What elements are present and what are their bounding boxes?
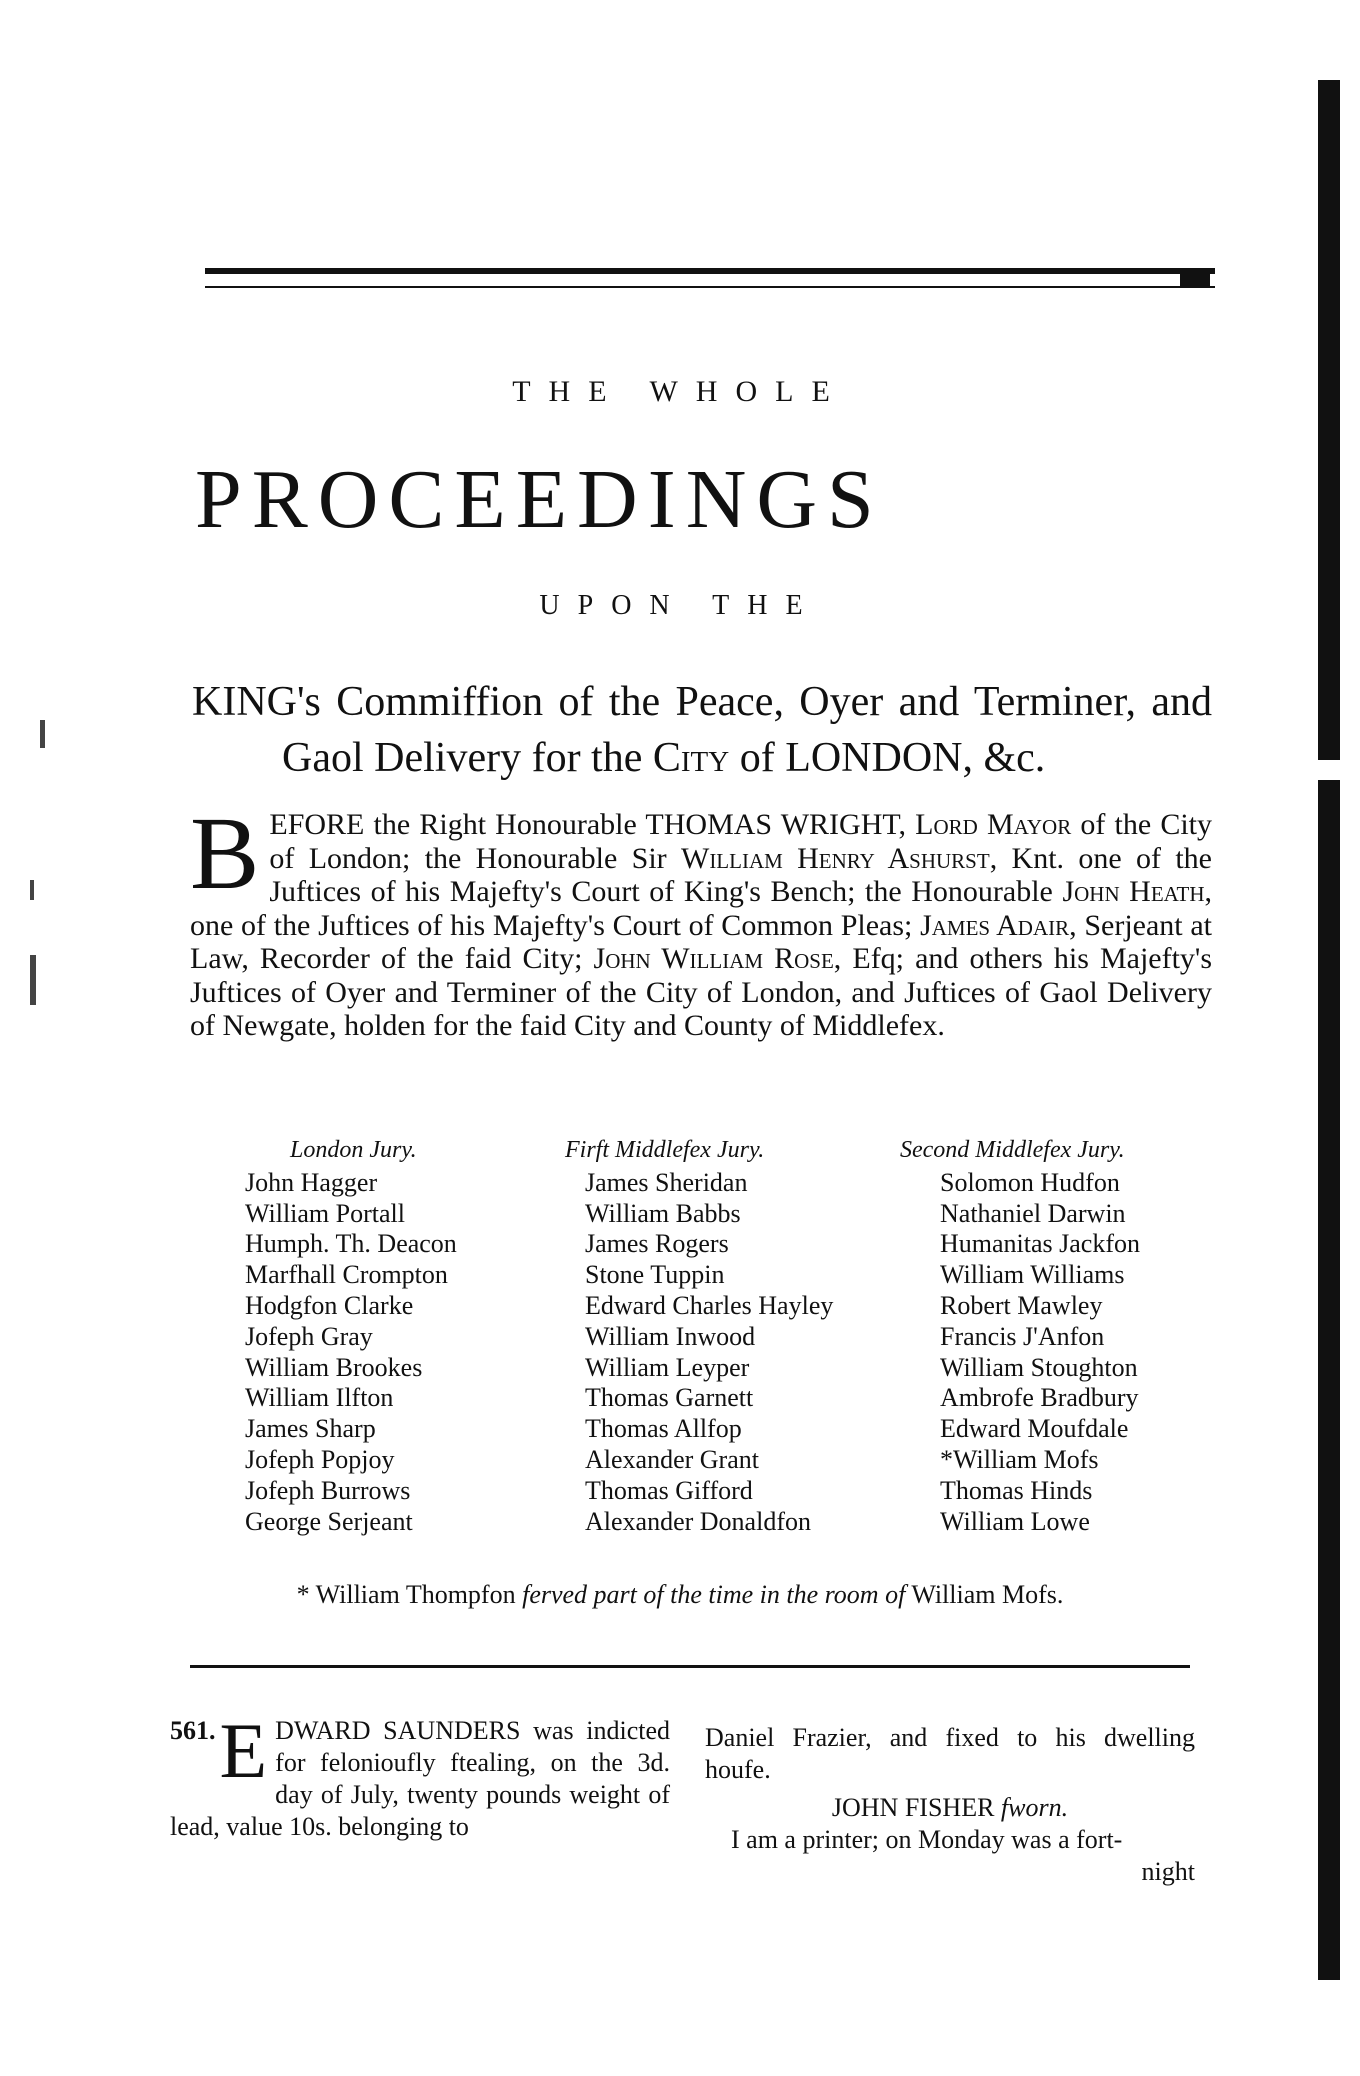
lord-mayor-title: Lord Mayor: [915, 808, 1072, 841]
jury-member-list: [940, 1168, 1140, 1538]
header-rule: [205, 268, 1215, 288]
recorder-name: James Adair: [920, 908, 1070, 942]
trial-left-column: [170, 1707, 671, 1843]
header-rule-ornament: [1180, 268, 1210, 288]
justice-name: John William Rose: [593, 942, 834, 975]
indictment-continuation: Daniel Frazier, and fixed to his dwelling houfe.: [705, 1723, 1195, 1784]
commission-text: of LONDON, &c.: [729, 735, 1046, 781]
jury-footnote: [0, 1580, 1360, 1610]
jury-member: Hodgfon Clarke: [245, 1290, 414, 1320]
jury-member: George Serjeant: [245, 1506, 413, 1536]
jury-member: James Sheridan: [585, 1167, 748, 1197]
trial-right-column: [705, 1722, 1195, 1888]
jury-member: William Lowe: [940, 1506, 1090, 1536]
footnote-italic: ferved part of the time in the room of: [522, 1580, 906, 1609]
jury-member: William Stoughton: [940, 1352, 1138, 1382]
jury-member: James Rogers: [585, 1229, 729, 1259]
jury-member: William Babbs: [585, 1198, 741, 1228]
jury-heading: Second Middlefex Jury.: [900, 1137, 1125, 1163]
jury-member: Thomas Gifford: [585, 1475, 753, 1505]
jury-member: Ambrofe Bradbury: [940, 1383, 1139, 1413]
scan-speck: [30, 880, 34, 900]
title-proceedings: PROCEEDINGS: [195, 453, 884, 546]
jury-member: James Sharp: [245, 1414, 376, 1444]
jury-member: Robert Mawley: [940, 1290, 1103, 1320]
scan-speck: [30, 955, 36, 1005]
jury-member: Alexander Grant: [585, 1444, 759, 1474]
jury-member: Thomas Garnett: [585, 1383, 754, 1413]
jury-member: Alexander Donaldfon: [585, 1506, 811, 1536]
jury-member-list: [245, 1168, 457, 1538]
indictment-text: was indicted for felonioufly ftealing, on the 3d. day of July, twenty pounds weight of lead, value 10s. belonging to: [170, 1716, 671, 1841]
scan-speck: [40, 720, 45, 748]
jury-member: William Portall: [245, 1198, 405, 1228]
footnote-text: * William Thompfon: [296, 1580, 523, 1609]
jury-member: Thomas Allfop: [585, 1414, 742, 1444]
jury-member: Thomas Hinds: [940, 1475, 1093, 1505]
jury-member: Jofeph Gray: [245, 1321, 373, 1351]
jury-member: John Hagger: [245, 1167, 378, 1197]
before-text: , Knt. one of the Juftices of his Majefty's Court of King's Bench; the Honourable: [269, 841, 1212, 908]
jury-member: Edward Moufdale: [940, 1414, 1129, 1444]
commission-line-2: [282, 731, 1045, 785]
jury-member: Jofeph Burrows: [245, 1475, 411, 1505]
jury-member: William Leyper: [585, 1352, 750, 1382]
before-text: , one of the Juftices of his Majefty's Court of Common Pleas;: [190, 875, 1213, 942]
defendant-name: DWARD SAUNDERS: [275, 1716, 521, 1745]
jury-member: Jofeph Popjoy: [245, 1444, 395, 1474]
witness-name: JOHN FISHER: [831, 1793, 995, 1822]
before-paragraph: [190, 796, 1213, 1043]
testimony-text: I am a printer; on Monday was a fort-: [731, 1825, 1123, 1854]
jury-member: Solomon Hudfon: [940, 1167, 1120, 1197]
jury-member-list: [585, 1168, 833, 1538]
justice-name: John Heath: [1062, 875, 1205, 908]
commission-city: City: [652, 735, 730, 781]
jury-member: *William Mofs: [940, 1444, 1099, 1474]
catchword: night: [1141, 1857, 1195, 1886]
before-text: , Efq; and others his Majefty's Juftices of Oyer and Terminer of the City of London, and Juftices of Gaol Delivery of Newgate, holden for the faid City and County of Middlefex.: [190, 942, 1213, 1042]
jury-member: Humph. Th. Deacon: [245, 1229, 457, 1259]
title-upon-the: UPON THE: [539, 590, 821, 621]
jury-heading: Firft Middlefex Jury.: [565, 1137, 765, 1163]
trial-number: 561.: [170, 1716, 216, 1745]
footnote-text: William Mofs.: [905, 1580, 1064, 1609]
jury-member: William Brookes: [245, 1352, 423, 1382]
jury-member: Francis J'Anfon: [940, 1321, 1105, 1351]
drop-capital: B: [190, 796, 260, 911]
jury-member: William Inwood: [585, 1321, 756, 1351]
justice-name: William Henry Ashurst: [681, 841, 990, 875]
drop-capital: E: [219, 1707, 268, 1794]
london-jury: [245, 1135, 457, 1537]
before-text: of the City of London; the Honourable Sir: [269, 808, 1212, 875]
section-divider: [190, 1665, 1190, 1668]
scan-binding-edge: [1318, 80, 1340, 1980]
first-middlesex-jury: [565, 1135, 834, 1537]
jury-member: William Ilfton: [245, 1383, 394, 1413]
jury-heading: London Jury.: [290, 1137, 417, 1163]
before-text: EFORE the Right Honourable THOMAS WRIGHT,: [269, 808, 916, 841]
jury-member: Marfhall Crompton: [245, 1260, 448, 1290]
commission-text: Gaol Delivery for the: [282, 735, 653, 781]
before-text: , Serjeant at Law, Recorder of the faid City;: [190, 908, 1212, 975]
sworn-label: fworn.: [1000, 1793, 1069, 1822]
commission-line-1: KING's Commiffion of the Peace, Oyer and Terminer, and: [192, 679, 1212, 725]
scan-binding-gap: [1318, 760, 1340, 780]
jury-member: Nathaniel Darwin: [940, 1198, 1126, 1228]
second-middlesex-jury: [900, 1135, 1141, 1537]
jury-member: Stone Tuppin: [585, 1260, 725, 1290]
witness-heading: [705, 1792, 1195, 1824]
jury-member: William Williams: [940, 1260, 1125, 1290]
jury-member: Humanitas Jackfon: [940, 1229, 1141, 1259]
jury-member: Edward Charles Hayley: [585, 1290, 834, 1320]
title-the-whole: THE WHOLE: [512, 375, 848, 408]
